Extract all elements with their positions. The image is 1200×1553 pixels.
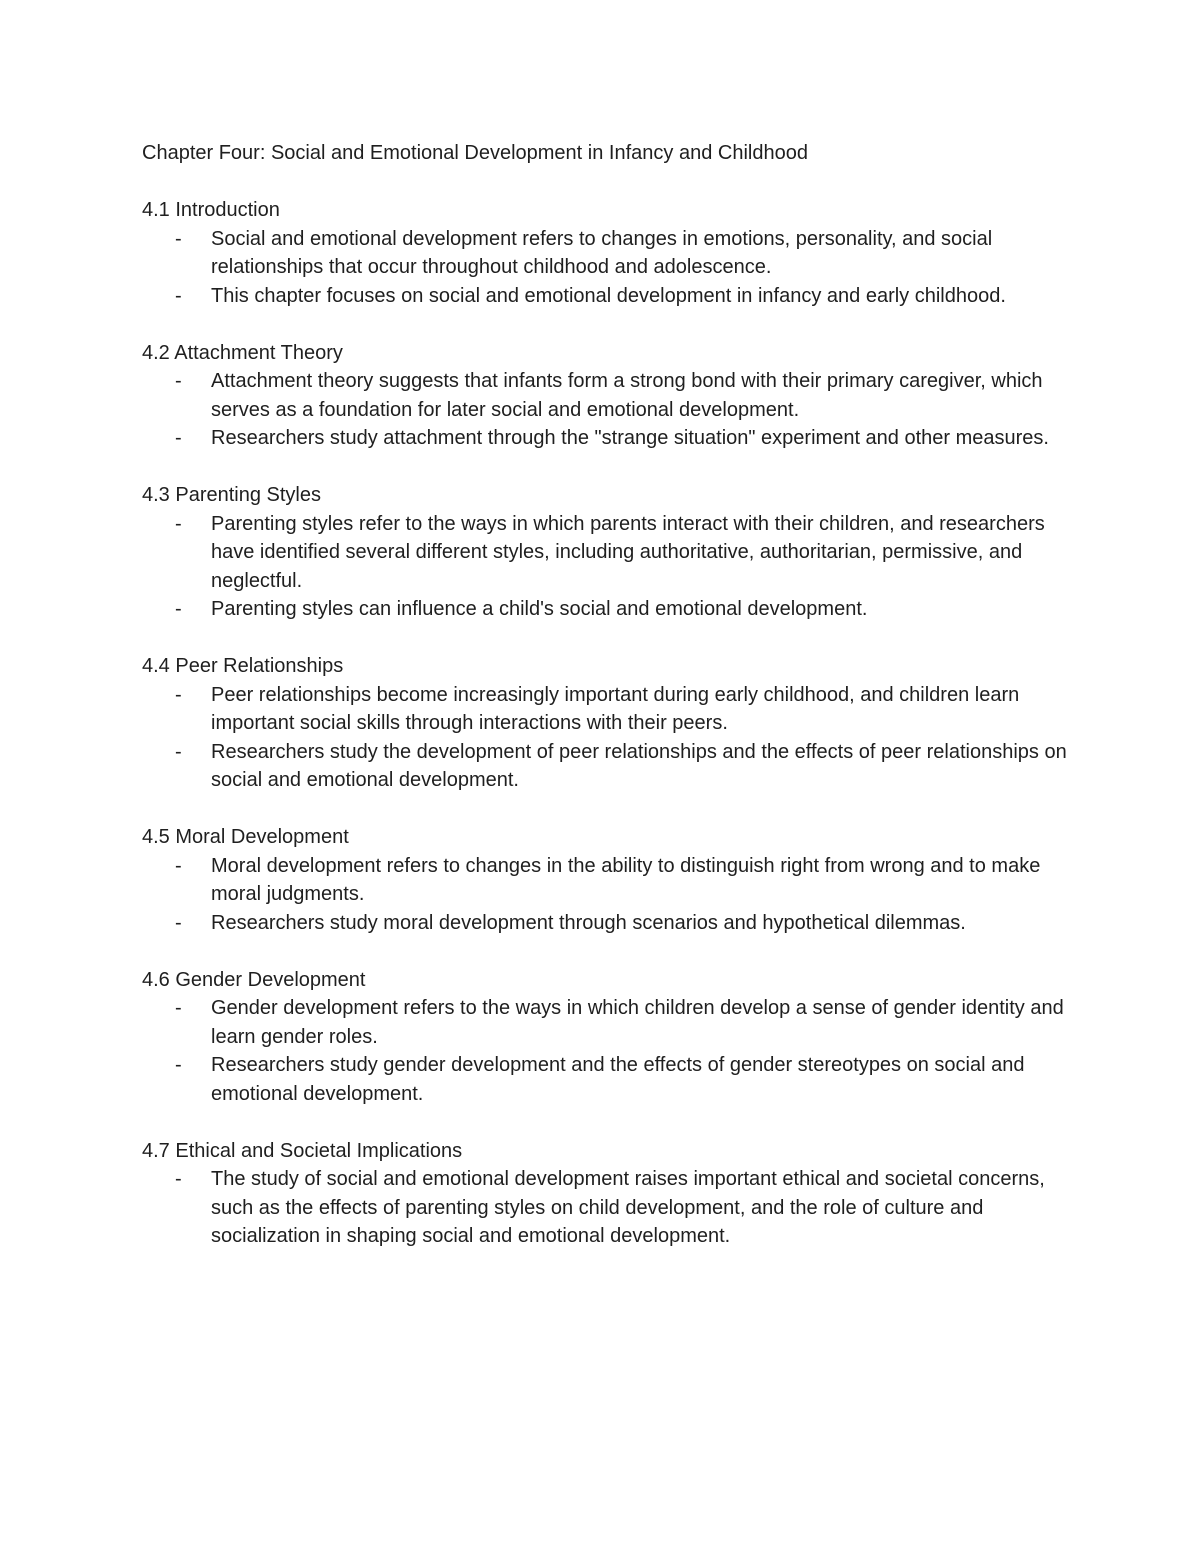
bullet-marker: -: [175, 427, 182, 449]
bullet-marker: -: [175, 227, 182, 250]
section-heading: 4.3 Parenting Styles: [142, 484, 321, 506]
bullet-list: [142, 367, 1072, 453]
list-item: [142, 225, 1072, 282]
bullet-list: [142, 994, 1072, 1108]
bullet-text: Attachment theory suggests that infants form a strong bond with their primary caregiver, which serves as a foundation for later social and emotional development.: [211, 370, 1043, 421]
bullet-text: Researchers study attachment through the "strange situation" experiment and other measures.: [211, 427, 1049, 449]
bullet-marker: -: [175, 683, 182, 706]
bullet-marker: -: [175, 854, 182, 877]
bullet-list: [142, 1165, 1072, 1251]
bullet-marker: -: [175, 370, 182, 392]
section-heading: 4.4 Peer Relationships: [142, 655, 344, 677]
bullet-marker: -: [175, 1054, 182, 1076]
document-page: [142, 139, 1072, 1279]
bullet-list: [142, 852, 1072, 938]
bullet-list: [142, 225, 1072, 311]
section-heading: 4.6 Gender Development: [142, 968, 366, 991]
bullet-marker: -: [175, 911, 182, 934]
list-item: [142, 367, 1072, 424]
bullet-text: The study of social and emotional development raises important ethical and societal concerns, such as the effects of parenting styles on child development, and the role of culture and socialization in shaping social and emotional development.: [211, 1168, 1045, 1247]
list-item: [142, 424, 1072, 453]
section: [142, 823, 1072, 937]
list-item: [142, 738, 1072, 795]
list-item: [142, 595, 1072, 624]
bullet-marker: -: [175, 284, 182, 307]
section: [142, 481, 1072, 624]
bullet-text: Peer relationships become increasingly important during early childhood, and children learn important social skills through interactions with their peers.: [211, 683, 1020, 734]
section: [142, 966, 1072, 1109]
list-item: [142, 1051, 1072, 1108]
bullet-text: This chapter focuses on social and emotional development in infancy and early childhood.: [211, 284, 1006, 307]
section-heading: 4.5 Moral Development: [142, 826, 349, 848]
document-title: Chapter Four: Social and Emotional Development in Infancy and Childhood: [142, 142, 808, 164]
list-item: [142, 852, 1072, 909]
section-list: [142, 196, 1072, 1251]
bullet-text: Gender development refers to the ways in which children develop a sense of gender identity and learn gender roles.: [211, 997, 1064, 1048]
bullet-marker: -: [175, 1168, 182, 1190]
list-item: [142, 681, 1072, 738]
bullet-list: [142, 510, 1072, 624]
section: [142, 652, 1072, 795]
bullet-marker: -: [175, 512, 182, 535]
list-item: [142, 282, 1072, 311]
section-heading: 4.1 Introduction: [142, 199, 280, 221]
bullet-text: Parenting styles can influence a child's social and emotional development.: [211, 598, 868, 620]
list-item: [142, 909, 1072, 938]
section: [142, 196, 1072, 310]
bullet-text: Moral development refers to changes in the ability to distinguish right from wrong and to make moral judgments.: [211, 854, 1041, 905]
bullet-marker: -: [175, 740, 182, 763]
bullet-text: Researchers study the development of peer relationships and the effects of peer relationships on social and emotional development.: [211, 740, 1067, 791]
bullet-text: Researchers study moral development through scenarios and hypothetical dilemmas.: [211, 911, 966, 934]
section: [142, 1137, 1072, 1251]
list-item: [142, 994, 1072, 1051]
list-item: [142, 510, 1072, 596]
section-heading: 4.7 Ethical and Societal Implications: [142, 1139, 463, 1162]
section-heading: 4.2 Attachment Theory: [142, 341, 343, 364]
list-item: [142, 1165, 1072, 1251]
bullet-marker: -: [175, 598, 182, 620]
bullet-text: Social and emotional development refers to changes in emotions, personality, and social relationships that occur throughout childhood and adolescence.: [211, 227, 993, 278]
bullet-text: Researchers study gender development and the effects of gender stereotypes on social and emotional development.: [211, 1054, 1025, 1105]
section: [142, 339, 1072, 453]
bullet-list: [142, 681, 1072, 795]
bullet-text: Parenting styles refer to the ways in which parents interact with their children, and researchers have identified several different styles, including authoritative, authoritarian, permissive, and neglectful.: [211, 512, 1045, 592]
bullet-marker: -: [175, 997, 182, 1019]
